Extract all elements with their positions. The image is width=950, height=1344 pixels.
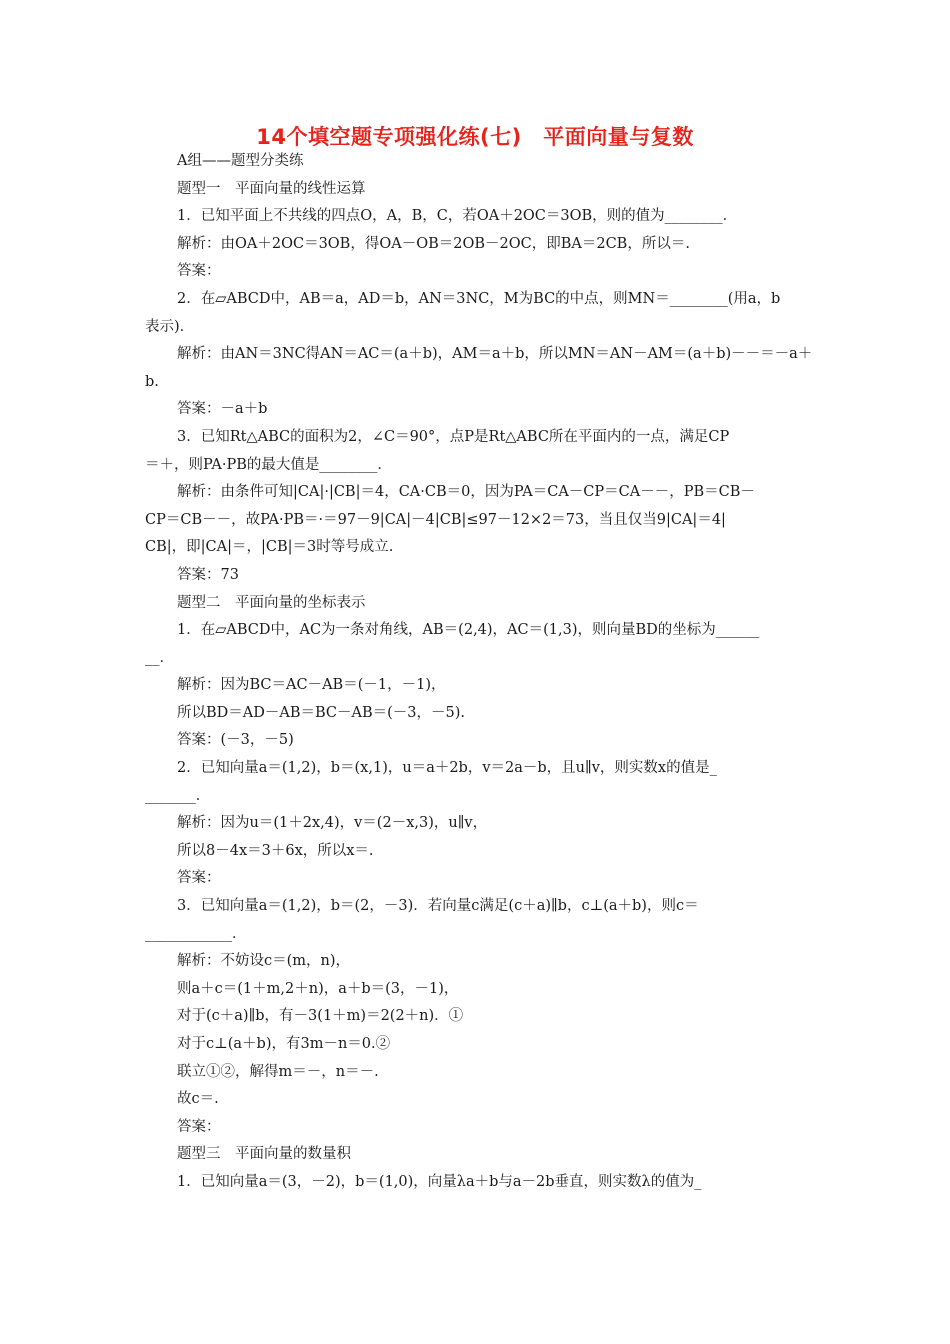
solution-text: CB|，即|CA|＝，|CB|＝3时等号成立. — [145, 539, 394, 556]
section-heading: 题型一 平面向量的线性运算 — [177, 180, 366, 197]
question-text: 表示)． — [145, 318, 195, 335]
solution-text: 故c＝. — [177, 1091, 219, 1108]
solution-text: CP＝CB－－，故PA·PB＝·＝97－9|CA|－4|CB|≤97－12×2＝73，当且仅当9|CA|＝4| — [145, 511, 726, 528]
question-text: 1．已知向量a＝(3，－2)，b＝(1,0)，向量λa＋b与a－2b垂直，则实数λ的值为_ — [177, 1173, 702, 1190]
question-text: 1．在▱ABCD中，AC为一条对角线，AB＝(2,4)，AC＝(1,3)，则向量BD的坐标为______ — [177, 622, 760, 639]
question-text: ____________． — [145, 925, 247, 942]
solution-text: 解析：由AN＝3NC得AN＝AC＝(a＋b)，AM＝a＋b，所以MN＝AN－AM＝(a＋b)－－＝－a＋ — [177, 346, 813, 363]
answer-text: 答案： — [177, 1118, 221, 1135]
solution-text: 联立①②，解得m＝－，n＝－. — [177, 1063, 379, 1080]
solution-text: 对于c⊥(a＋b)，有3m－n＝0.② — [177, 1036, 391, 1052]
answer-text: 答案： — [177, 870, 221, 887]
solution-text: b. — [145, 373, 159, 390]
solution-text: 解析：因为BC＝AC－AB＝(－1，－1)， — [177, 677, 446, 694]
section-heading: 题型二 平面向量的坐标表示 — [177, 594, 366, 611]
question-text: __． — [145, 649, 174, 666]
solution-text: 解析：不妨设c＝(m，n)， — [177, 953, 351, 970]
question-text: ＝＋，则PA·PB的最大值是________． — [145, 456, 392, 473]
solution-text: 解析：由条件可知|CA|·|CB|＝4，CA·CB＝0，因为PA＝CA－CP＝CA－－，PB＝CB－ — [177, 484, 755, 501]
solution-text: 解析：由OA＋2OC＝3OB，得OA－OB＝2OB－2OC，即BA＝2CB，所以＝. — [177, 235, 690, 252]
page-title: 14个填空题专项强化练(七) 平面向量与复数 — [256, 125, 694, 149]
answer-text: 答案：－a＋b — [177, 401, 268, 418]
question-text: 2．已知向量a＝(1,2)，b＝(x,1)，u＝a＋2b，v＝2a－b，且u∥v，则实数x的值是_ — [177, 760, 717, 777]
answer-text: 答案：73 — [177, 566, 239, 583]
document-body — [145, 148, 813, 1197]
text-line: A组——题型分类练 — [177, 153, 304, 169]
question-text: 2．在▱ABCD中，AB＝a，AD＝b，AN＝3NC，M为BC的中点，则MN＝________(用a，b — [177, 290, 781, 307]
question-text: 1．已知平面上不共线的四点O，A，B，C，若OA＋2OC＝3OB，则的值为________． — [177, 208, 738, 225]
section-heading: 题型三 平面向量的数量积 — [177, 1146, 351, 1163]
question-text: 3．已知Rt△ABC的面积为2，∠C＝90°，点P是Rt△ABC所在平面内的一点，满足CP — [177, 428, 730, 445]
solution-text: 所以BD＝AD－AB＝BC－AB＝(－3，－5). — [177, 704, 466, 721]
answer-text: 答案： — [177, 263, 221, 280]
question-text: 3．已知向量a＝(1,2)，b＝(2，－3)．若向量c满足(c＋a)∥b，c⊥(a＋b)，则c＝ — [177, 898, 699, 915]
solution-text: 对于(c＋a)∥b，有－3(1＋m)＝2(2＋n)．① — [177, 1008, 464, 1025]
solution-text: 则a＋c＝(1＋m,2＋n)，a＋b＝(3，－1)， — [177, 980, 459, 997]
solution-text: 解析：因为u＝(1＋2x,4)，v＝(2－x,3)，u∥v， — [177, 815, 488, 832]
question-text: _______． — [145, 787, 211, 804]
answer-text: 答案：(－3，－5) — [177, 732, 294, 749]
solution-text: 所以8－4x＝3＋6x，所以x＝. — [177, 842, 374, 859]
